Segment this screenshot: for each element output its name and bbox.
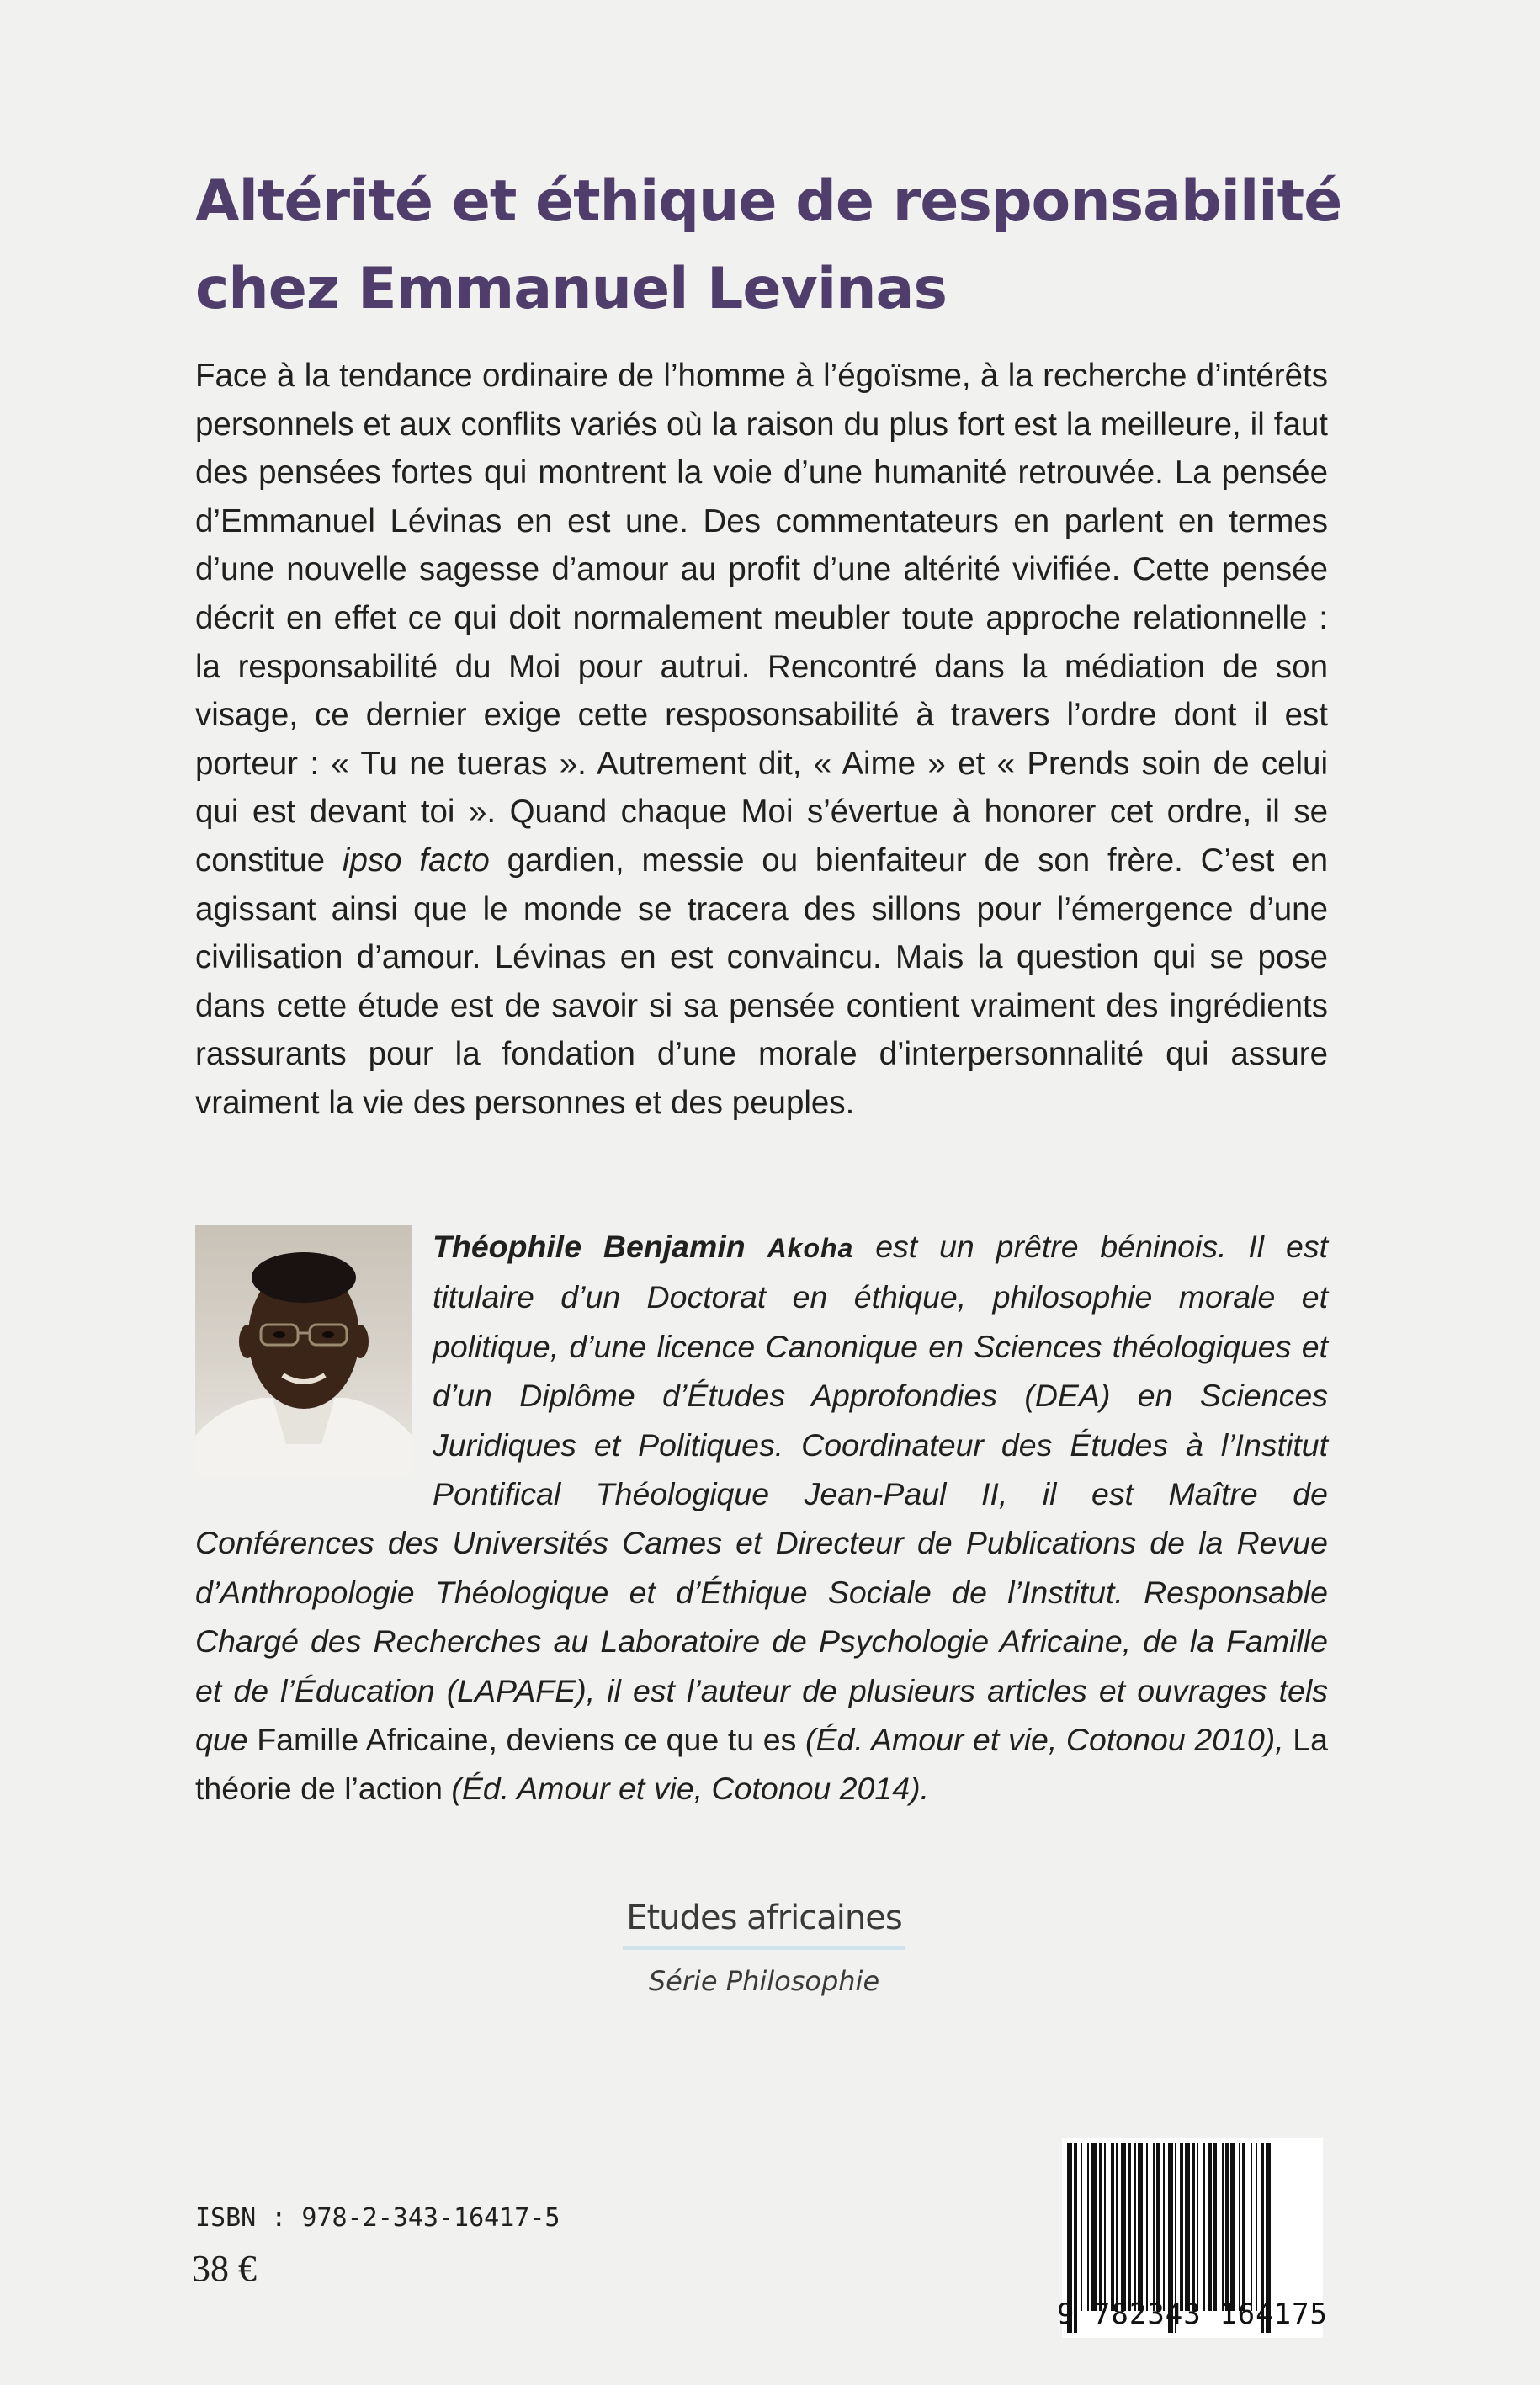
barcode-bar xyxy=(1134,2143,1136,2311)
barcode-bar xyxy=(1251,2143,1252,2311)
barcode-bar xyxy=(1180,2143,1183,2311)
barcode-bar xyxy=(1197,2143,1198,2311)
barcode-bar xyxy=(1230,2143,1235,2311)
barcode-bar xyxy=(1121,2143,1126,2311)
collection-block xyxy=(623,1899,905,1997)
barcode-digits: 9 782343 164175 xyxy=(1056,2297,1329,2331)
summary-text-part-2: gardien, messie ou bienfaiteur de son frère. C’est en agissant ainsi que le monde se tracera des sillons pour l’émergence d’une civilisation d’amour. Lévinas en est convaincu. Mais la question qui se pose dans cette étude est de savoir si sa pensée contient vraiment des ingrédients rassurants pour la fondation d’une morale d’interpersonnalité qui assure vraiment la vie des personnes et des peuples. xyxy=(195,842,1329,1121)
barcode-bar xyxy=(1116,2143,1118,2311)
barcode-bar xyxy=(1222,2143,1224,2311)
barcode-bar xyxy=(1239,2143,1240,2311)
barcode-bar xyxy=(1104,2143,1106,2311)
author-bio xyxy=(195,1222,1328,1814)
barcode-bar xyxy=(1153,2143,1155,2311)
author-name xyxy=(433,1229,853,1264)
barcode-bar xyxy=(1192,2143,1195,2311)
barcode-bar xyxy=(1203,2143,1205,2311)
book-1-publisher: (Éd. Amour et vie, Cotonou 2010), xyxy=(796,1722,1293,1758)
book-title xyxy=(195,158,1390,333)
barcode-bar xyxy=(1081,2143,1082,2311)
barcode-bar xyxy=(1213,2143,1217,2311)
barcode-bar xyxy=(1111,2143,1114,2311)
book-summary xyxy=(195,352,1328,1128)
bio-text: est un prêtre béninois. Il est titulaire d’un Doctorat en éthique, philosophie morale et politique, d’une licence Canonique en Sciences théologiques et d’un Diplôme d’Études Approfondies (DEA) en Sciences Juridiques et Politiques. Coordinateur des Études à l’Institut Pontifical Théologique Jean-Paul II, il est Maître de Conférences des Universités Cames et Directeur de Publications de la Revue d’Anthropologie Théologique et d’Éthique Sociale de l’Institut. Responsable Chargé des Recherches au Laboratoire de Psychologie Africaine, de la Famille et de l’Éducation (LAPAFE), il est l’auteur de plusieurs articles et ouvrages tels que xyxy=(195,1229,1328,1758)
photo-spacer xyxy=(195,1222,433,1510)
collection-divider xyxy=(623,1946,905,1950)
collection-name: Etudes africaines xyxy=(626,1899,902,1937)
barcode-bar xyxy=(1256,2143,1257,2311)
barcode-bar xyxy=(1225,2143,1229,2311)
barcode-bar xyxy=(1138,2143,1143,2311)
summary-text-part-1: Face à la tendance ordinaire de l’homme à l’égoïsme, à la recherche d’intérêts personnels et aux conflits variés où la raison du plus fort est la meilleure, il faut des pensées fortes qui montrent la voie d’une humanité retrouvée. La pensée d’Emmanuel Lévinas en est une. Des commentateurs en parlent en termes d’une nouvelle sagesse d’amour au profit d’une altérité vivifiée. Cette pensée décrit en effet ce qui doit normalement meubler toute approche relationnelle : la responsabilité du Moi pour autrui. Rencontré dans la médiation de son visage, ce dernier exige cette resposonsabilité à travers l’ordre dont il est porteur : « Tu ne tueras ». Autrement dit, « Aime » et « Prends soin de celui qui est devant toi ». Quand chaque Moi s’évertue à honorer cet ordre, il se constitue xyxy=(195,358,1328,879)
barcode-bar xyxy=(1099,2143,1102,2311)
book-1-title: Famille Africaine, deviens ce que tu es xyxy=(257,1722,797,1758)
book-title-line-2: chez Emmanuel Levinas xyxy=(195,256,947,322)
isbn: ISBN : 978-2-343-16417-5 xyxy=(195,2203,560,2233)
barcode-bar xyxy=(1185,2143,1190,2311)
barcode-bar xyxy=(1156,2143,1160,2311)
book-title-line-1: Altérité et éthique de responsabilité xyxy=(195,168,1342,235)
barcode-bar xyxy=(1208,2143,1212,2311)
book-2-publisher: (Éd. Amour et vie, Cotonou 2014). xyxy=(442,1771,930,1807)
barcode-bar xyxy=(1163,2143,1165,2311)
barcode-bar xyxy=(1146,2143,1148,2311)
barcode-bar xyxy=(1091,2143,1097,2311)
author-first-names: Théophile Benjamin xyxy=(433,1229,746,1264)
barcode-bar xyxy=(1128,2143,1131,2311)
author-last-name: Akoha xyxy=(767,1233,854,1263)
barcode-bar xyxy=(1242,2143,1245,2311)
barcode-bar xyxy=(1087,2143,1089,2311)
summary-italic-phrase: ipso facto xyxy=(342,842,490,879)
price: 38 € xyxy=(192,2248,257,2289)
book-2-title: La théorie de l’action xyxy=(195,1722,1328,1807)
collection-series: Série Philosophie xyxy=(648,1965,880,1997)
